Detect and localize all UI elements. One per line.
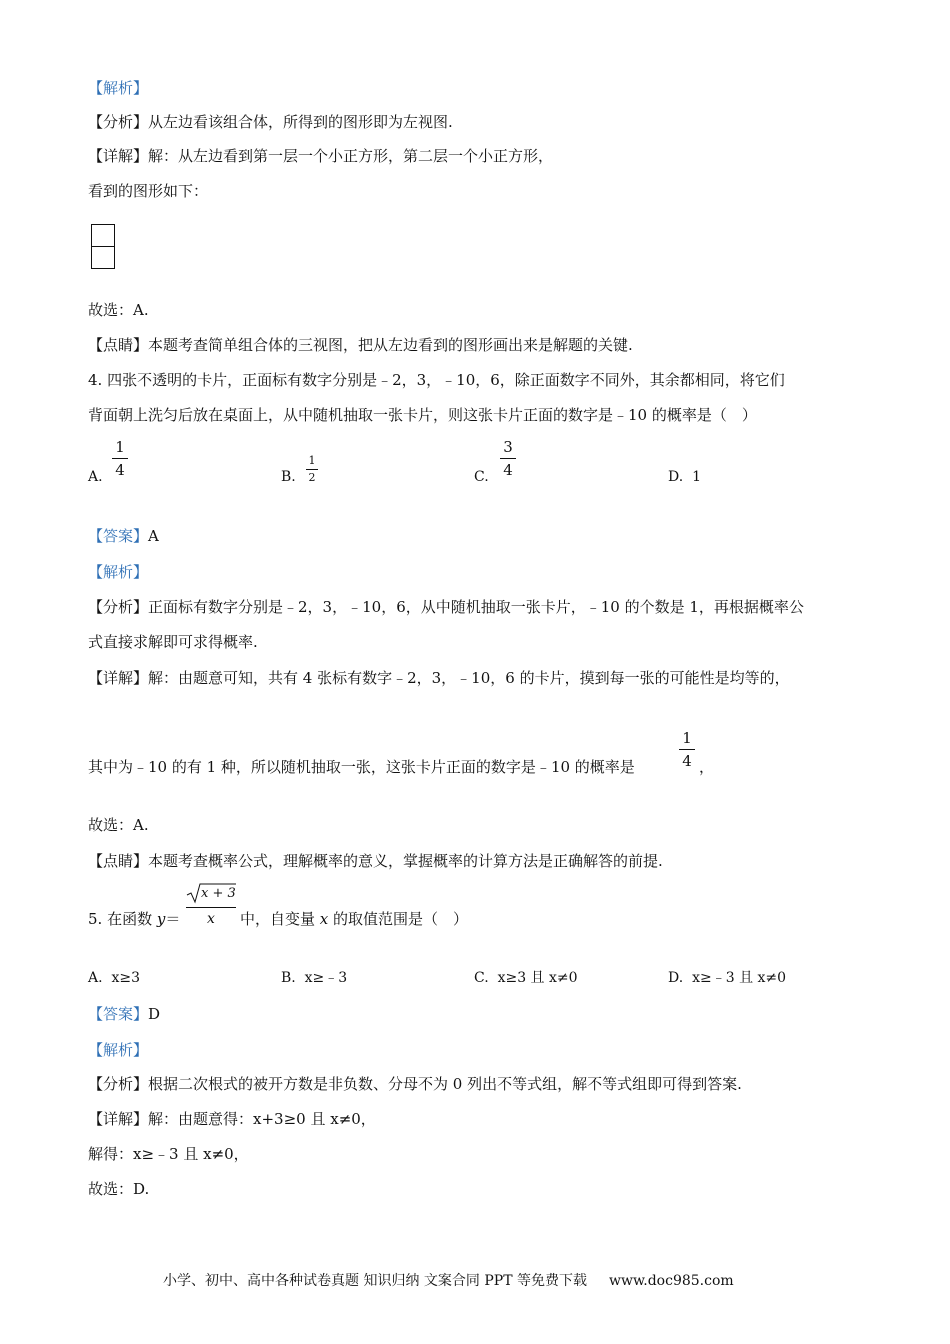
radical [184,882,238,904]
question-4-line-2: 背面朝上洗匀后放在桌面上，从中随机抽取一张卡片，则这张卡片正面的数字是﹣10 的概率是（ ） [88,406,757,424]
option-c-text: x≥3 且 x≠0 [497,970,578,986]
analysis-line [88,112,453,132]
key-point-text: 本题考查概率公式，理解概率的意义，掌握概率的计算方法是正确解答的前提. [148,852,663,870]
footer-url[interactable]: www.doc985.com [608,1273,734,1289]
analysis-text: 根据二次根式的被开方数是非负数、分母不为 0 列出不等式组，解不等式组即可得到答案. [148,1075,742,1093]
fraction-numerator: 1 [115,438,125,456]
answer-line [88,1004,160,1024]
left-view-bottom-square [91,246,115,269]
variable-y: y [156,910,166,928]
option-a [88,968,140,988]
question-4-line-1: 4. 四张不透明的卡片，正面标有数字分别是﹣2，3，﹣10，6，除正面数字不同外，其余都相同，将它们 [88,371,785,389]
key-point-text: 本题考查简单组合体的三视图，把从左边看到的图形画出来是解题的关键. [148,336,633,354]
analysis-text: 正面标有数字分别是﹣2，3，﹣10，6，从中随机抽取一张卡片，﹣10 的个数是 1，再根据概率公 [148,598,804,616]
option-d-label: D. [668,970,684,986]
equals-sign: ＝ [165,910,181,928]
choose-line: 故选：D. [88,1180,150,1198]
fraction-bar [186,907,236,908]
fraction-denominator: 4 [503,461,513,479]
option-b-label: B. [281,970,296,986]
option-a-text: x≥3 [111,970,141,986]
key-point-tag: 【点睛】 [88,852,149,870]
detail-line-2: 其中为﹣10 的有 1 种，所以随机抽取一张，这张卡片正面的数字是﹣10 的概率是 [88,758,635,776]
variable-x: x [319,910,329,928]
detail-tag: 【详解】 [88,1110,149,1128]
page-footer [163,1270,734,1290]
detail-text: 解：从左边看到第一层一个小正方形，第二层一个小正方形， [148,147,554,165]
option-a-label: A. [88,469,103,485]
footer-text: 小学、初中、高中各种试卷真题 知识归纳 文案合同 PPT 等免费下载 [163,1273,587,1289]
seen-text: 看到的图形如下： [88,182,209,200]
key-point-tag: 【点睛】 [88,336,149,354]
question-5-suffix [240,909,468,929]
option-c-label: C. [474,970,489,986]
fraction-numerator: 1 [308,454,316,467]
jiexi-heading: 【解析】 [88,563,149,581]
analysis-line [88,597,804,617]
analysis-line [88,1074,742,1094]
answer-value: A [148,527,159,545]
fraction-denominator: 2 [308,471,316,484]
option-c [474,968,578,988]
option-d [668,467,701,487]
analysis-tag: 【分析】 [88,598,149,616]
answer-line [88,526,159,546]
radicand: x + 3 [201,886,236,901]
probability-fraction [679,729,695,770]
option-d [668,968,786,988]
option-b [281,968,347,988]
choose-line: 故选：A. [88,816,149,834]
key-point-line [88,851,663,871]
option-b-text: x≥﹣3 [304,970,348,986]
analysis-tag: 【分析】 [88,113,149,131]
fraction-denominator: x [207,911,215,927]
detail-text: 解：由题意可知，共有 4 张标有数字﹣2，3，﹣10，6 的卡片，摸到每一张的可能性是均等的， [148,669,790,687]
question-5-prefix [88,909,180,929]
detail-line [88,146,553,166]
detail-tag: 【详解】 [88,669,149,687]
answer-value: D [148,1005,161,1023]
option-d-label: D. [668,469,684,485]
option-a-fraction [112,438,128,479]
jiexi-heading: 【解析】 [88,1041,149,1059]
fraction-numerator: 1 [682,729,692,747]
option-d-value: 1 [692,469,702,485]
solve-line: 解得：x≥﹣3 且 x≠0， [88,1145,249,1163]
left-view-top-square [91,224,115,247]
detail-text: 解：由题意得：x+3≥0 且 x≠0， [148,1110,376,1128]
answer-tag: 【答案】 [88,527,149,545]
detail-line [88,1109,376,1129]
answer-tag: 【答案】 [88,1005,149,1023]
fraction-numerator: 3 [503,438,513,456]
option-b-fraction [306,455,318,484]
question-5-mid: 中，自变量 [240,910,320,928]
function-fraction [184,882,238,927]
analysis-line-2: 式直接求解即可求得概率. [88,633,258,651]
question-5-lead: 5. 在函数 [88,910,157,928]
question-5-end: 的取值范围是（ ） [328,910,469,928]
analysis-tag: 【分析】 [88,1075,149,1093]
jiexi-heading: 【解析】 [88,79,149,97]
option-c-fraction [500,438,516,479]
comma: ， [699,758,715,776]
option-d-text: x≥﹣3 且 x≠0 [692,970,787,986]
option-c-label: C. [474,469,489,485]
key-point-line [88,335,633,355]
analysis-text: 从左边看该组合体，所得到的图形即为左视图. [148,113,453,131]
fraction-denominator: 4 [682,752,692,770]
option-a-label: A. [88,970,103,986]
detail-tag: 【详解】 [88,147,149,165]
choose-line: 故选：A. [88,301,149,319]
fraction-denominator: 4 [115,461,125,479]
detail-line [88,668,790,688]
option-b-label: B. [281,469,296,485]
